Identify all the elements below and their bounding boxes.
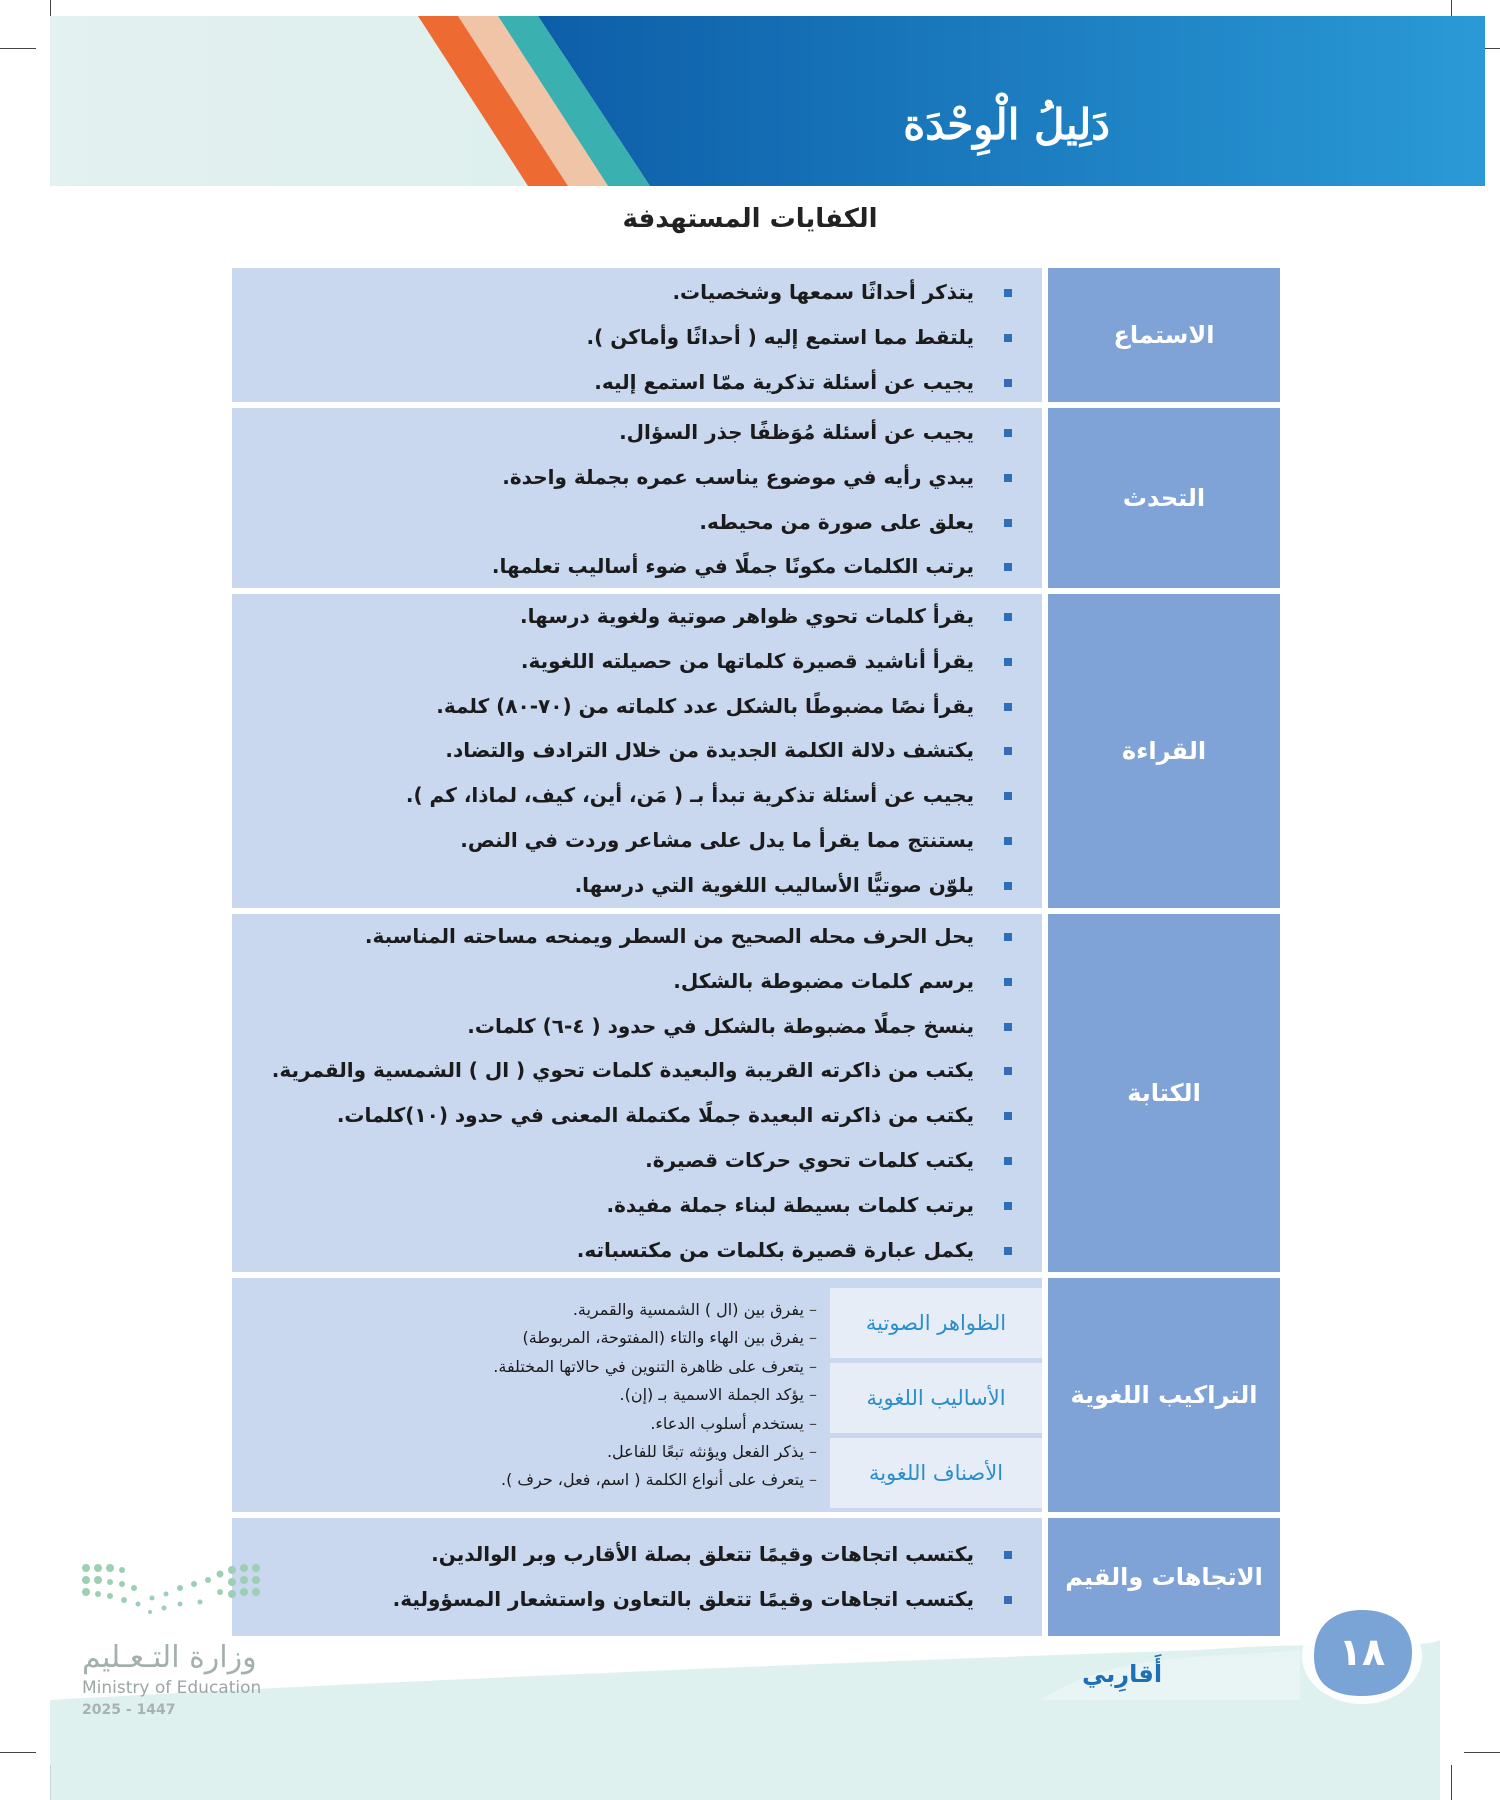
ministry-name-arabic: وزارة التـعـليم bbox=[82, 1640, 257, 1675]
list-item: يكتسب اتجاهات وقيمًا تتعلق بصلة الأقارب وبر الوالدين. bbox=[393, 1532, 974, 1577]
bullet-icon bbox=[1004, 379, 1012, 387]
body-reading bbox=[232, 594, 1042, 908]
page-number: ١٨ bbox=[1338, 1630, 1386, 1674]
bullet-icon bbox=[1004, 613, 1012, 621]
list-item: يرتب الكلمات مكونًا جملًا في ضوء أساليب تعلمها. bbox=[492, 544, 974, 589]
row-reading bbox=[232, 594, 1280, 908]
list-item: يعلق على صورة من محيطه. bbox=[492, 500, 974, 545]
bullet-icon bbox=[1004, 933, 1012, 941]
list-item: يكتسب اتجاهات وقيمًا تتعلق بالتعاون واستشعار المسؤولية. bbox=[393, 1577, 974, 1622]
list-item: يكتب من ذاكرته القريبة والبعيدة كلمات تحوي ( ال ) الشمسية والقمرية. bbox=[272, 1048, 974, 1093]
list-item: يكتب كلمات تحوي حركات قصيرة. bbox=[272, 1138, 974, 1183]
bullet-icon bbox=[1004, 978, 1012, 986]
book-name: أَقارِبي bbox=[1082, 1660, 1163, 1688]
bullet-icon bbox=[1004, 1157, 1012, 1165]
bullet-icon bbox=[1004, 334, 1012, 342]
bullet-icon bbox=[1004, 1596, 1012, 1604]
list-item: – يستخدم أسلوب الدعاء. bbox=[493, 1410, 817, 1438]
list-item: – يفرق بين الهاء والتاء (المفتوحة، المربوطة) bbox=[493, 1324, 817, 1352]
bullet-icon bbox=[1004, 519, 1012, 527]
body-speaking bbox=[232, 408, 1042, 588]
bullet-icon bbox=[1004, 1551, 1012, 1559]
row-values bbox=[232, 1518, 1280, 1636]
list-item: ينسخ جملًا مضبوطة بالشكل في حدود ( ٤-٦) كلمات. bbox=[272, 1004, 974, 1049]
unit-title: دَلِيلُ الْوِحْدَة bbox=[903, 100, 1110, 149]
row-writing bbox=[232, 914, 1280, 1272]
list-item: يلوّن صوتيًّا الأساليب اللغوية التي درسها. bbox=[406, 863, 974, 908]
ministry-name-english: Ministry of Education bbox=[82, 1678, 262, 1698]
list-item: – يتعرف على أنواع الكلمة ( اسم، فعل، حرف ). bbox=[493, 1466, 817, 1494]
bullet-icon bbox=[1004, 1247, 1012, 1255]
bullet-icon bbox=[1004, 563, 1012, 571]
list-item: يجيب عن أسئلة مُوَظفًا جذر السؤال. bbox=[492, 410, 974, 455]
list-item: يلتقط مما استمع إليه ( أحداثًا وأماكن ). bbox=[587, 315, 975, 360]
bullet-icon bbox=[1004, 289, 1012, 297]
bullet-icon bbox=[1004, 658, 1012, 666]
list-item: يكمل عبارة قصيرة بكلمات من مكتسباته. bbox=[272, 1228, 974, 1273]
sub-label-categories: الأصناف اللغوية bbox=[830, 1438, 1042, 1508]
list-item: – يذكر الفعل ويؤنثه تبعًا للفاعل. bbox=[493, 1438, 817, 1466]
label-writing: الكتابة bbox=[1048, 914, 1280, 1272]
label-speaking: التحدث bbox=[1048, 408, 1280, 588]
list-item: يتذكر أحداثًا سمعها وشخصيات. bbox=[587, 270, 975, 315]
sub-label-phonetic: الظواهر الصوتية bbox=[830, 1288, 1042, 1358]
list-item: يبدي رأيه في موضوع يناسب عمره بجملة واحدة. bbox=[492, 455, 974, 500]
list-item: – يفرق بين (ال ) الشمسية والقمرية. bbox=[493, 1296, 817, 1324]
body-listening bbox=[232, 268, 1042, 402]
bullet-icon bbox=[1004, 703, 1012, 711]
list-item: يحل الحرف محله الصحيح من السطر ويمنحه مساحته المناسبة. bbox=[272, 914, 974, 959]
bullet-icon bbox=[1004, 837, 1012, 845]
header-decoration bbox=[50, 16, 1485, 186]
ministry-dots-logo bbox=[80, 1560, 270, 1620]
list-item: يكتشف دلالة الكلمة الجديدة من خلال الترادف والتضاد. bbox=[406, 728, 974, 773]
list-item: يقرأ أناشيد قصيرة كلماتها من حصيلته اللغوية. bbox=[406, 639, 974, 684]
label-listening: الاستماع bbox=[1048, 268, 1280, 402]
bullet-icon bbox=[1004, 882, 1012, 890]
list-item: يرتب كلمات بسيطة لبناء جملة مفيدة. bbox=[272, 1183, 974, 1228]
bullet-icon bbox=[1004, 1023, 1012, 1031]
list-item: يرسم كلمات مضبوطة بالشكل. bbox=[272, 959, 974, 1004]
list-item: يجيب عن أسئلة تذكرية تبدأ بـ ( مَن، أين، كيف، لماذا، كم ). bbox=[406, 773, 974, 818]
sub-label-styles: الأساليب اللغوية bbox=[830, 1363, 1042, 1433]
bullet-icon bbox=[1004, 792, 1012, 800]
list-item: يكتب من ذاكرته البعيدة جملًا مكتملة المعنى في حدود (١٠)كلمات. bbox=[272, 1093, 974, 1138]
bullet-icon bbox=[1004, 1202, 1012, 1210]
list-item: – يؤكد الجملة الاسمية بـ (إن). bbox=[493, 1381, 817, 1409]
list-item: يقرأ كلمات تحوي ظواهر صوتية ولغوية درسها. bbox=[406, 594, 974, 639]
row-structures bbox=[232, 1278, 1280, 1512]
body-writing bbox=[232, 914, 1042, 1272]
bullet-icon bbox=[1004, 1067, 1012, 1075]
crop-mark bbox=[0, 48, 36, 49]
row-listening bbox=[232, 268, 1280, 402]
body-structures bbox=[232, 1278, 1042, 1512]
edition-year: 2025 - 1447 bbox=[82, 1702, 176, 1718]
bullet-icon bbox=[1004, 429, 1012, 437]
header-banner bbox=[50, 16, 1485, 186]
bullet-icon bbox=[1004, 474, 1012, 482]
list-item: يقرأ نصًا مضبوطًا بالشكل عدد كلماته من (٧٠-٨٠) كلمة. bbox=[406, 684, 974, 729]
row-speaking bbox=[232, 408, 1280, 588]
list-item: يجيب عن أسئلة تذكرية ممّا استمع إليه. bbox=[587, 360, 975, 405]
list-item: يستنتج مما يقرأ ما يدل على مشاعر وردت في النص. bbox=[406, 818, 974, 863]
label-values: الاتجاهات والقيم bbox=[1048, 1518, 1280, 1636]
section-title: الكفايات المستهدفة bbox=[622, 204, 878, 234]
body-values bbox=[232, 1518, 1042, 1636]
label-structures: التراكيب اللغوية bbox=[1048, 1278, 1280, 1512]
list-item: – يتعرف على ظاهرة التنوين في حالاتها المختلفة. bbox=[493, 1353, 817, 1381]
bullet-icon bbox=[1004, 1112, 1012, 1120]
label-reading: القراءة bbox=[1048, 594, 1280, 908]
bullet-icon bbox=[1004, 747, 1012, 755]
